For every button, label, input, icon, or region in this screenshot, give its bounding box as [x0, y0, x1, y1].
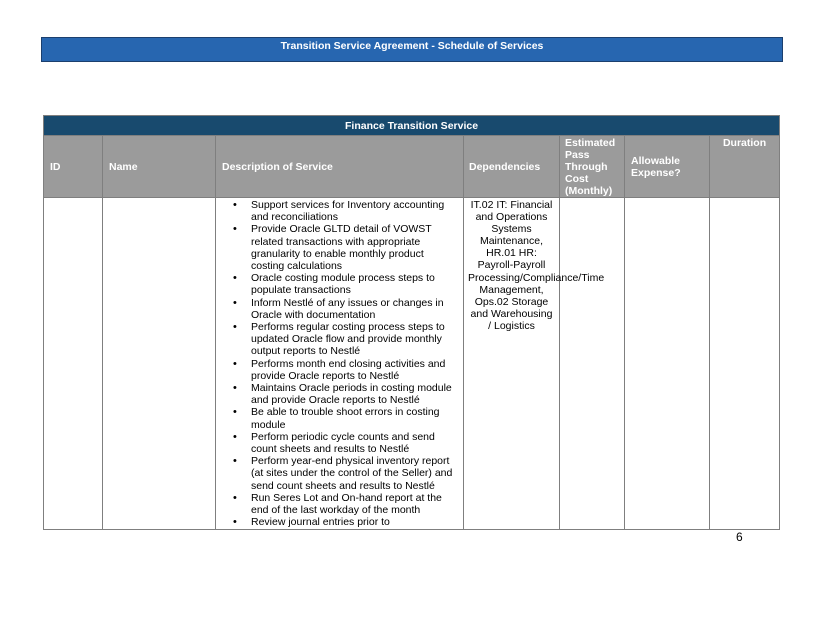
list-item: • Perform year-end physical inventory report (at sites under the control of the Seller) and send count sheets and results to Nestlé: [216, 455, 463, 492]
cell-cost: [560, 198, 625, 530]
table-title: Finance Transition Service: [44, 116, 780, 136]
list-item: • Run Seres Lot and On-hand report at the end of the last workday of the month: [216, 492, 463, 516]
list-item: • Be able to trouble shoot errors in costing module: [216, 406, 463, 430]
column-header-name: Name: [103, 136, 216, 198]
list-item: • Maintains Oracle periods in costing module and provide Oracle reports to Nestlé: [216, 382, 463, 406]
column-header-expense: Allowable Expense?: [625, 136, 710, 198]
cell-dependencies: IT.02 IT: Financial and Operations Systems Maintenance, HR.01 HR: Payroll-Payroll Processing/Compliance/Time Management, Ops.02 Storage and Warehousing / Logistics: [464, 198, 560, 530]
header-bar: [41, 37, 783, 62]
cell-name: [103, 198, 216, 530]
cell-description: [216, 198, 464, 530]
cell-id: [44, 198, 103, 530]
list-item: • Provide Oracle GLTD detail of VOWST related transactions with appropriate granularity to enable monthly product costing calculations: [216, 223, 463, 272]
list-item: • Perform periodic cycle counts and send count sheets and results to Nestlé: [216, 431, 463, 455]
column-header-dependencies: Dependencies: [464, 136, 560, 198]
column-header-duration: Duration: [710, 136, 780, 198]
header-title: Transition Service Agreement - Schedule of Services: [280, 40, 544, 52]
column-header-cost: Estimated Pass Through Cost (Monthly): [560, 136, 625, 198]
column-header-description: Description of Service: [216, 136, 464, 198]
cell-duration: [710, 198, 780, 530]
description-list: [216, 198, 463, 528]
list-item: • Inform Nestlé of any issues or changes in Oracle with documentation: [216, 297, 463, 321]
column-header-id: ID: [44, 136, 103, 198]
list-item: • Support services for Inventory accounting and reconciliations: [216, 199, 463, 223]
list-item: • Performs month end closing activities and provide Oracle reports to Nestlé: [216, 358, 463, 382]
table-row: [44, 198, 780, 530]
list-item: • Review journal entries prior to: [216, 516, 463, 528]
page-number: 6: [736, 530, 743, 544]
list-item: • Oracle costing module process steps to populate transactions: [216, 272, 463, 296]
cell-expense: [625, 198, 710, 530]
schedule-table: [43, 115, 780, 530]
list-item: • Performs regular costing process steps to updated Oracle flow and provide monthly output reports to Nestlé: [216, 321, 463, 358]
